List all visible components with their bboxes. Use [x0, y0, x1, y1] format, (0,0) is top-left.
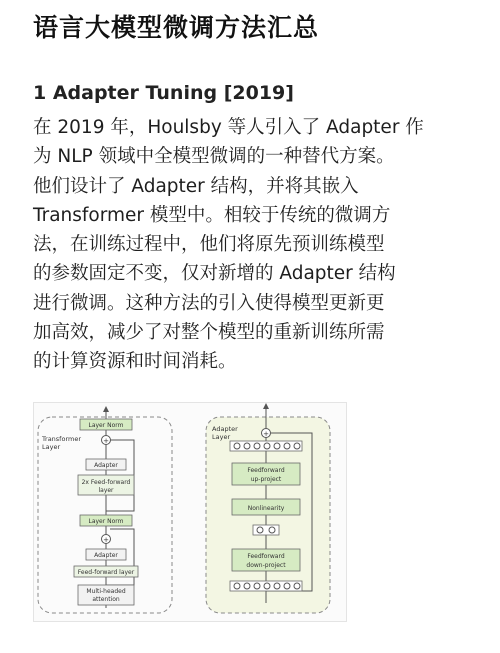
paragraph-line: 在 2019 年，Houlsby 等人引入了 Adapter 作: [33, 117, 424, 138]
node: [234, 583, 240, 589]
node: [264, 583, 270, 589]
node: [274, 583, 280, 589]
adapter-label: Adapter: [94, 552, 118, 559]
paragraph-line: 加高效，减少了对整个模型的重新训练所需: [33, 322, 385, 344]
node: [264, 443, 270, 449]
plus-symbol: +: [263, 430, 269, 438]
adapter-group-label: Layer: [212, 433, 231, 441]
node: [257, 527, 263, 533]
node: [274, 443, 280, 449]
adapter-label: Adapter: [94, 462, 118, 469]
body-paragraph: [33, 113, 473, 377]
node: [254, 443, 260, 449]
node: [294, 443, 300, 449]
node: [254, 583, 260, 589]
feed-forward-2x-label: 2x Feed-forward: [81, 479, 131, 486]
nonlinearity-label: Nonlinearity: [247, 505, 285, 512]
down-project-label: down-project: [246, 562, 286, 569]
adapter-architecture-figure: [33, 402, 347, 622]
paragraph-line: 法，在训练过程中，他们将原先预训练模型: [33, 234, 385, 256]
up-project-label: up-project: [250, 476, 282, 483]
transformer-group-label: Transformer: [42, 435, 82, 443]
attention-label: Multi-headed: [86, 588, 126, 595]
node: [269, 527, 275, 533]
layer-norm-label: Layer Norm: [88, 518, 124, 525]
up-project-label: Feedforward: [247, 467, 285, 474]
transformer-group-label: Layer: [42, 443, 61, 451]
node: [294, 583, 300, 589]
feed-forward-label: Feed-forward layer: [77, 569, 135, 576]
adapter-group-label: Adapter: [212, 425, 238, 433]
paragraph-line: Transformer 模型中。相较于传统的微调方: [33, 204, 391, 226]
node: [284, 583, 290, 589]
plus-symbol: +: [103, 437, 109, 445]
paragraph-line: 的参数固定不变，仅对新增的 Adapter 结构: [33, 263, 396, 285]
node: [244, 583, 250, 589]
attention-label: attention: [92, 596, 120, 603]
page-title: 语言大模型微调方法汇总: [33, 13, 320, 42]
node: [234, 443, 240, 449]
node: [284, 443, 290, 449]
layer-norm-label: Layer Norm: [88, 422, 124, 429]
feed-forward-2x-label: layer: [98, 487, 114, 494]
paragraph-line: 的计算资源和时间消耗。: [33, 351, 237, 373]
adapter-diagram: [34, 403, 346, 621]
node: [244, 443, 250, 449]
plus-symbol: +: [103, 536, 109, 544]
paragraph-line: 他们设计了 Adapter 结构，并将其嵌入: [33, 175, 359, 197]
section-heading: 1 Adapter Tuning [2019]: [33, 82, 294, 104]
paragraph-line: 进行微调。这种方法的引入使得模型更新更: [33, 292, 385, 314]
down-project-label: Feedforward: [247, 553, 285, 560]
paragraph-line: 为 NLP 领域中全模型微调的一种替代方案。: [33, 146, 395, 168]
